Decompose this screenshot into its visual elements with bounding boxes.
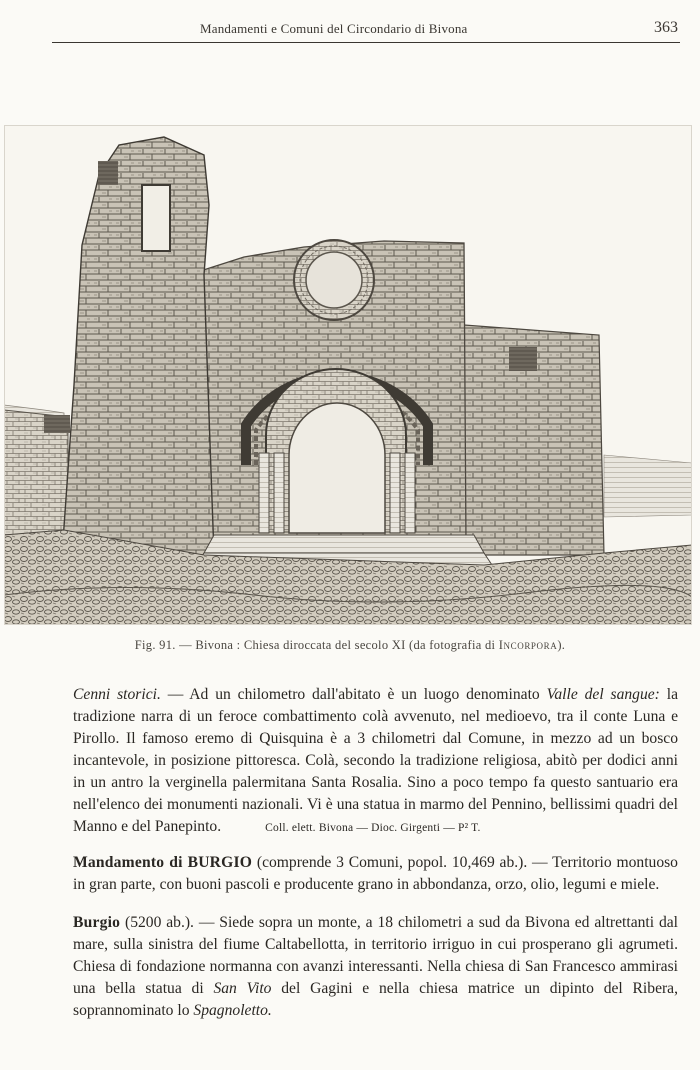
burgio-text-1: (5200 ab.). — Siede sopra un monte, a 18 chilometri a sud da Bivona ed altrettanti dal mare, sulla sinistra del fiume Caltabellotta, in territorio irriguo in cui prosperano gli agrumeti. Chiesa di fondazione normanna con avanzi interessanti. Nella chiesa di San Francesco ammirasi una bella statua di: [73, 914, 678, 997]
caption-suffix: ).: [557, 638, 566, 652]
running-title: Mandamenti e Comuni del Circondario di Bivona: [200, 21, 468, 36]
historical-notes-paragraph: [73, 684, 678, 839]
section-label-cenni-storici: Cenni storici.: [73, 686, 161, 703]
electoral-reference: Coll. elett. Bivona — Dioc. Girgenti — P² T.: [265, 822, 481, 834]
nickname-spagnoletto: Spagnoletto.: [193, 1002, 272, 1019]
mandamento-name: BURGIO: [187, 854, 253, 871]
mandamento-lead: Mandamento di: [73, 854, 188, 871]
statue-name-san-vito: San Vito: [213, 980, 272, 997]
figure-caption: [0, 638, 700, 653]
page-number: 363: [654, 19, 678, 36]
place-name-valle-del-sangue: Valle del sangue:: [546, 686, 660, 703]
running-header: [52, 18, 680, 43]
caption-credit: Incorpora: [498, 638, 558, 652]
mandamento-burgio-paragraph: [73, 852, 678, 896]
burgio-commune-paragraph: [73, 912, 678, 1022]
burgio-text-2: del Gagini e nella chiesa matrice un dipinto del Ribera, soprannominato lo: [73, 980, 678, 1019]
commune-name-burgio: Burgio: [73, 914, 121, 931]
caption-text: Fig. 91. — Bivona : Chiesa diroccata del secolo XI (da fotografia di: [134, 638, 499, 652]
ruined-church-engraving: [4, 125, 692, 625]
mandamento-text: (comprende 3 Comuni, popol. 10,469 ab.). — Territorio montuoso in gran parte, con buoni pascoli e producente grano in abbondanza, orzo, olio, legumi e miele.: [73, 854, 678, 893]
cenni-text-2: la tradizione narra di un feroce combattimento colà avvenuto, nel medioevo, tra il conte Luna e Pirollo. Il famoso eremo di Quisquina è a 3 chilometri dal Comune, in mezzo ad un bosco incantevole, in posizione pittoresca. Colà, secondo la tradizione religiosa, abitò per dodici anni in un antro la verginella palermitana Santa Rosalia. Sino a poco tempo fa questo santuario era nell'elenco dei monumenti nazionali. Vi è una statua in marmo del Pennino, bellissimi quadri del Manno e del Panepinto.: [73, 686, 678, 835]
church-illustration: [4, 125, 692, 625]
cenni-text-1: — Ad un chilometro dall'abitato è un luogo denominato: [160, 686, 547, 703]
